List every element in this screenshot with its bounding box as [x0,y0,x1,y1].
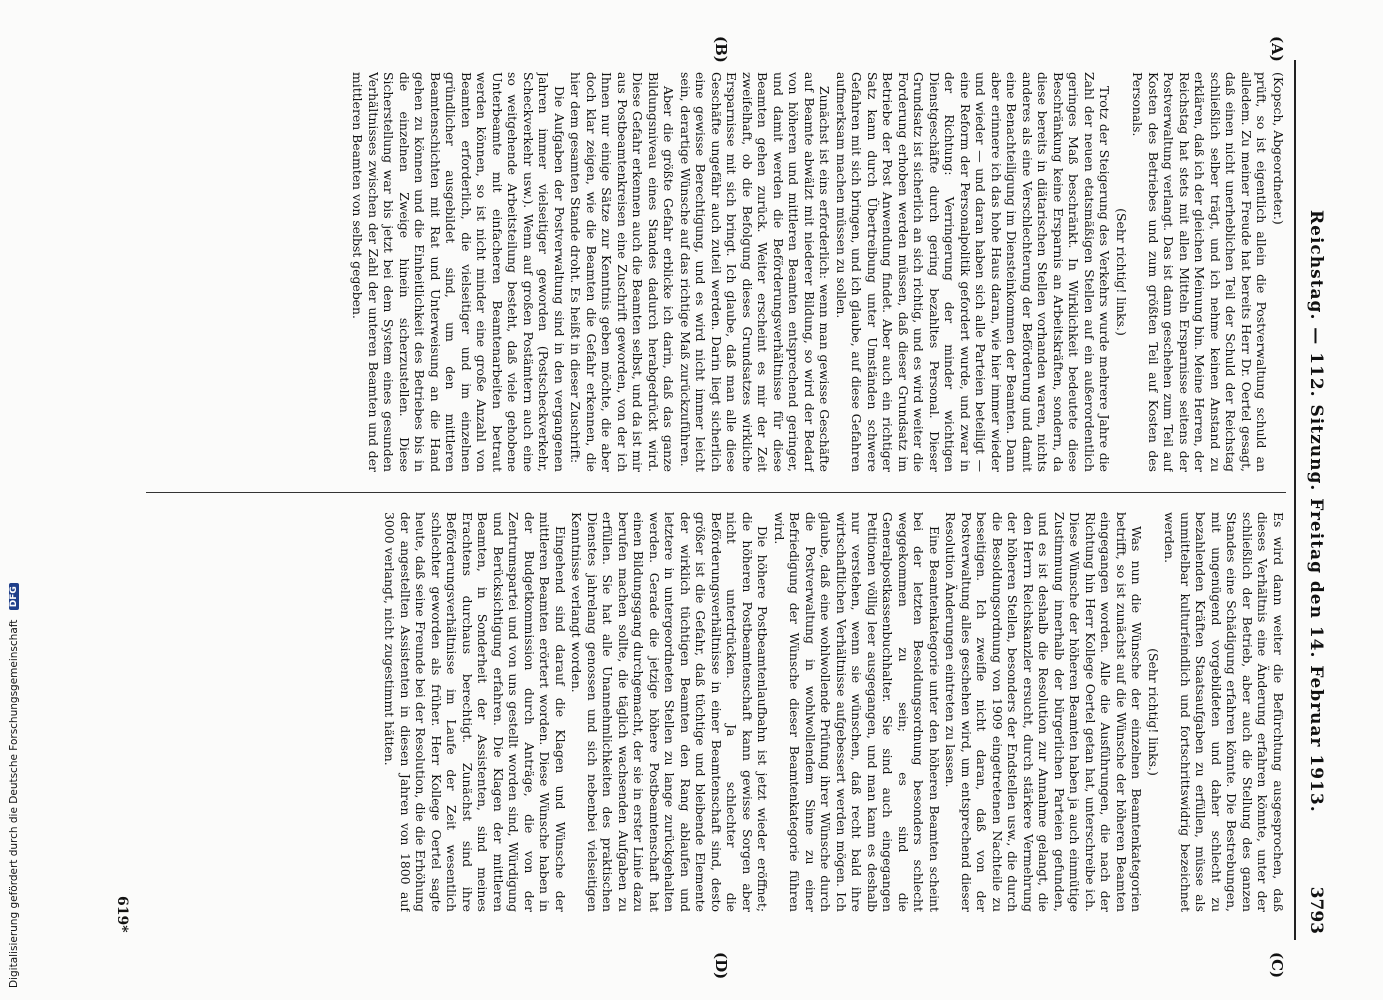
header-rule [1294,60,1296,940]
margin-letter-a: (A) [1268,36,1286,62]
rotated-printed-page [80,36,1330,980]
left-column [146,72,1286,472]
paragraph: Es wird dann weiter die Befürchtung ausgesprochen, daß dieses Verhältnis eine Änderung erfahren könnte, unter der schließlich der Betrieb, aber auch die Stellung des ganzen Standes eine Schädigung erfahren könnte. Die Bestrebungen, mit ungenügend vorgebildeten und daher schlecht zu bezahlenden Kräften Staatsaufgaben zu erfüllen, müsse als unmittelbar kulturfeindlich und fortschrittswidrig bezeichnet werden. [1162,512,1286,912]
dfg-logo-icon: DFG [9,583,19,610]
paragraph: Eingehend sind darauf die Klagen und Wünsche der mittleren Beamten erörtert worden. Diese Wünsche haben in der Budgetkommission durch Anträge, die von der Zentrumspartei und von uns gestellt worden sind, Würdigung und Berücksichtigung erfahren. Die Klagen der mittleren Beamten, in Sonderheit der Assistenten, sind meines Erachtens durchaus berechtigt. Zunächst sind ihre Beförderungsverhältnisse im Laufe der Zeit wesentlich schlechter geworden als früher. Herr Kollege Oertel sagte heute, daß seine Freunde bei der Resolution, die die Erhöhung der angestellten Assistenten in diesen Jahren von 1800 auf 3000 verlangt, nicht zugestimmt hätten. [382,512,568,912]
header-title: Reichstag. — 112. Sitzung. Freitag den 14. Februar 1913. [1306,210,1326,813]
interjection: (Sehr richtig! links.) [1146,648,1161,776]
margin-letter-b: (B) [712,36,730,63]
speaker-label: (Kopsch, Abgeordneter.) [1271,72,1286,225]
column-divider [146,492,1286,493]
paragraph: Aber die größte Gefahr erblicke ich darin, daß das ganze Bildungsniveau eines Standes dadurch herabgedrückt wird. Diese Gefahr erkennen auch die Beamten selbst, und da ist mir aus Postbeamtenkreisen eine Zuschrift geworden, von der ich Ihnen nur einige Sätze zur Kenntnis geben möchte, die aber doch klar zeigen, wie die Beamten die Gefahr erkennen, die hier dem gesamten Stande droht. Es heißt in dieser Zuschrift: [568,72,677,472]
paragraph: Zunächst ist eins erforderlich: wenn man gewisse Geschäfte auf Beamte abwälzt mit niederer Bildung, so wird der Bedarf von höheren und mittleren Beamten entsprechend geringer, und damit werden die Beförderungsverhältnisse für diese Beamten gehen zurück. Weiter erscheint es mir der Zeit zweifelhaft, ob die Befolgung dieses Grundsatzes wirkliche Ersparnisse mit sich bringt. Ich glaube, daß man alle diese Geschäfte ungefähr auch zuteil werden. Darin liegt sicherlich eine gewisse Berechtigung, und es wird nicht immer leicht sein, derartige Wünsche auf das richtige Maß zurückzuführen. [678,72,833,472]
margin-letter-d: (D) [712,952,730,980]
paragraph: Trotz der Steigerung des Verkehrs wurde mehrere Jahre die Zahl der neuen etatsmäßigen Stellen auf ein außerordentlich geringes Maß beschränkt. In Wirklichkeit bedeutete diese Beschränkung keine Ersparnis an Arbeitskräften, sondern, da diese bereits in diätarischen Stellen vorhanden waren, nichts anderes als eine Verschlechterung der Beförderung und damit eine Benachteiligung im Diensteinkommen der Beamten. Dann aber erinnere ich das hohe Haus daran, wie hier immer wieder und wieder — und daran haben sich alle Parteien beteiligt — eine Reform der Personalpolitik gefordert wurde, und zwar in der Richtung: Verringerung der minder wichtigen Dienstgeschäfte durch gering bezahltes Personal. Dieser Grundsatz ist sicherlich an sich richtig, und es wird weiter die Forderung erhoben werden müssen, daß dieser Grundsatz im Betriebe der Post Anwendung findet. Aber auch ein richtiger Satz kann durch Übertreibung unter Umständen schwere Gefahren mit sich bringen, und ich glaube, auf diese Gefahren aufmerksam machen müssen zu sollen. [834,72,1113,472]
right-column [146,512,1286,912]
page-number: 3793 [1306,886,1326,934]
paragraph: Eine Beamtenkategorie unter den höheren Beamten scheint bei der letzten Besoldungsordnung besonders schlecht weggekommen zu sein; es sind die Generalpostkassenbuchhalter. Sie sind auch eingegangen Petitionen völlig leer ausgegangen, und man kann es deshalb nur verstehen, wenn sie wünschen, daß recht bald ihre wirtschaftlichen Verhältnisse aufgebessert werden mögen. Ich glaube, daß eine wohlwollende Prüfung ihrer Wünsche durch die Postverwaltung in wohlwollendem Sinne zu einer Befriedigung der Wünsche dieser Beamtenkategorie führen wird. [772,512,942,912]
page-header [1302,60,1330,940]
quotation: Die Aufgaben der Postverwaltung sind in den vergangenen Jahren immer vielseitiger geworden (Postscheckverkehr, Scheckverkehr usw.). Wenn auf großen Postämtern auch eine so weitgehende Arbeitsteilung besteht, daß viele gehobene Unterbeamte mit einfacheren Beamtenarbeiten betraut werden können, so ist nicht minder eine große Anzahl von Beamten erforderlich, die vielseitiger und im einzelnen gründlicher ausgebildet sind, um den mittleren Beamtenschichten mit Rat und Unterweisung an die Hand gehen zu können und die Einheitlichkeit des Betriebes bis in die einzelnen Zweige hinein sicherzustellen. Diese Sicherstellung war bis jetzt bei dem System eines gesunden Verhältnisses zwischen der Zahl der unteren Beamten und der mittleren Beamten von selbst gegeben. [350,72,567,472]
paragraph: Die höhere Postbeamtenlaufbahn ist jetzt wieder eröffnet; die höheren Postbeamtenschaft kann gewisse Sorgen aber nicht unterdrücken. Ja schlechter die Beförderungsverhältnisse in einer Beamtenschaft sind, desto größer ist die Gefahr, daß tüchtige und bleibende Elemente der wirklich tüchtigen Beamten den Rang ablaufen und letztere in untergeordneten Stellen zu lange zurückgehalten werden. Gerade die jetzige höhere Postbeamtenschaft hat einen Bildungsgang durchgemacht, der sie in erster Linie dazu berufen machen sollte, die täglich wachsenden Aufgaben zu erfüllen. Sie hat alle Unannehmlichkeiten des praktischen Dienstes jahrelang genossen und sich nebenbei vielseitigen Kenntnisse verlangt worden. [569,512,771,912]
signature-mark: 619* [114,896,130,933]
paragraph: Was nun die Wünsche der einzelnen Beamtenkategorien betrifft, so ist zunächst auf die Wünsche der höheren Beamten eingegangen worden. Alle die Ausführungen, die nach der Richtung hin Herr Kollege Oertel getan hat, unterschreibe ich. Diese Wünsche der höheren Beamten haben ja auch einmütige Zustimmung innerhalb der bürgerlichen Parteien gefunden, und es ist deshalb die Resolution zur Annahme gelangt, die den Herrn Reichskanzler ersucht, durch stärkere Vermehrung der höheren Stellen, besonders der Endstellen usw., die durch die Besoldungsordnung von 1909 eingetretenen Nachteile zu beseitigen. Ich zweifle nicht daran, daß von der Postverwaltung alles geschehen wird, um entsprechend dieser Resolution Änderungen eintreten zu lassen. [943,512,1145,912]
interjection: (Sehr richtig! links.) [1114,208,1129,336]
margin-letter-c: (C) [1268,952,1286,979]
digitization-credit [8,583,20,988]
credit-text: Digitalisierung gefördert durch die Deutsche Forschungsgemeinschaft [8,619,20,988]
paragraph: prüft, so ist eigentlich allein die Postverwaltung schuld an alledem. Zu meiner Freude hat bereits Herr Dr. Oertel gesagt, daß einen nicht unerheblichen Teil der Schuld der Reichstag schließlich selber trägt, und ich nehme keinen Anstand zu erklären, daß ich der gleichen Meinung bin. Meine Herren, der Reichstag hat stets mit allen Mitteln Ersparnisse seitens der Postverwaltung verlangt. Das ist dann geschehen zum Teil auf Kosten des Betriebes und zum größten Teil auf Kosten des Personals. [1130,72,1270,472]
